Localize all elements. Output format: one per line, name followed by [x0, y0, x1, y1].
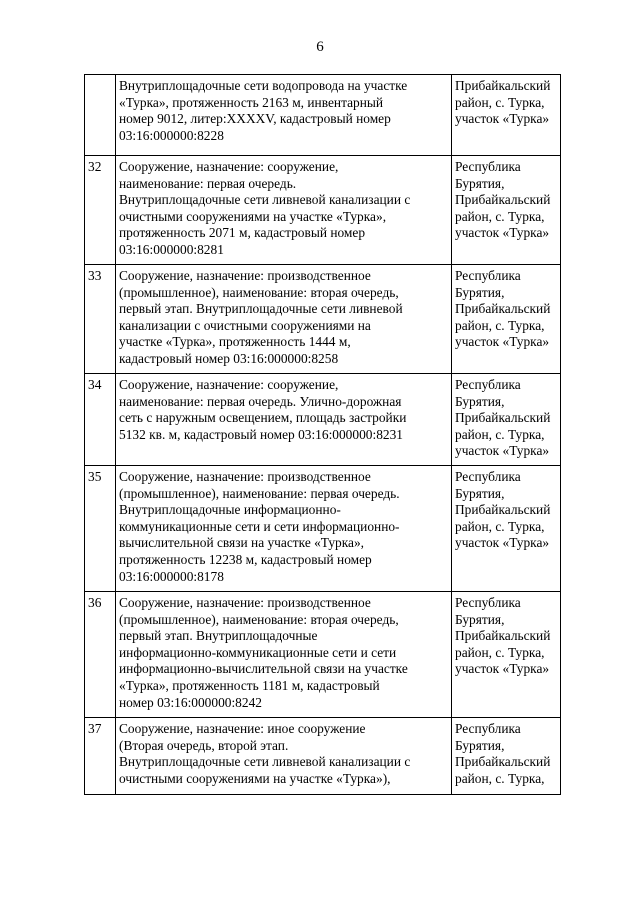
description-line: Сооружение, назначение: сооружение,	[119, 159, 339, 174]
location-line: район, с. Турка,	[455, 426, 545, 442]
location-line: Республика	[455, 268, 521, 283]
description-line: протяженность 12238 м, кадастровый номер	[119, 551, 372, 567]
description-line: Сооружение, назначение: производственное	[119, 268, 371, 283]
object-location	[452, 466, 561, 592]
description-line: Сооружение, назначение: иное сооружение	[119, 721, 366, 736]
description-line: Сооружение, назначение: сооружение,	[119, 377, 339, 392]
table-row	[85, 466, 561, 592]
description-line: 5132 кв. м, кадастровый номер 03:16:000000:8231	[119, 426, 403, 442]
row-number: 32	[85, 156, 116, 265]
table-row	[85, 592, 561, 718]
description-line: Внутриплощадочные сети ливневой канализации с	[119, 192, 411, 208]
location-line: район, с. Турка,	[455, 770, 545, 786]
location-line: участок «Турка»	[455, 443, 550, 459]
description-line: кадастровый номер 03:16:000000:8258	[119, 350, 339, 366]
description-line: первый этап. Внутриплощадочные сети ливневой	[119, 301, 403, 317]
object-location	[452, 156, 561, 265]
description-line: Внутриплощадочные сети водопровода на участке	[119, 78, 408, 93]
description-line: номер 03:16:000000:8242	[119, 694, 262, 710]
row-number: 35	[85, 466, 116, 592]
description-line: протяженность 2071 м, кадастровый номер	[119, 225, 366, 241]
location-line: Бурятия,	[455, 393, 505, 409]
description-line: «Турка», протяженность 2163 м, инвентарный	[119, 94, 384, 110]
description-line: очистными сооружениями на участке «Турка»,	[119, 208, 387, 224]
description-line: 03:16:000000:8281	[119, 241, 224, 257]
description-line: Внутриплощадочные информационно-	[119, 502, 341, 518]
description-line: очистными сооружениями на участке «Турка»),	[119, 770, 391, 786]
location-line: Прибайкальский	[455, 502, 551, 518]
description-line: (промышленное), наименование: первая очередь.	[119, 485, 400, 501]
location-line: район, с. Турка,	[455, 94, 545, 110]
location-line: участок «Турка»	[455, 334, 550, 350]
location-line: Бурятия,	[455, 611, 505, 627]
description-line: Сооружение, назначение: производственное	[119, 595, 371, 610]
object-location	[452, 75, 561, 156]
description-line: номер 9012, литер:XXXXV, кадастровый номер	[119, 111, 391, 127]
location-line: Бурятия,	[455, 175, 505, 191]
location-line: Прибайкальский	[455, 192, 551, 208]
description-line: канализации с очистными сооружениями на	[119, 317, 371, 333]
description-line: вычислительной связи на участке «Турка»,	[119, 535, 364, 551]
location-line: Прибайкальский	[455, 410, 551, 426]
location-line: район, с. Турка,	[455, 208, 545, 224]
object-location	[452, 718, 561, 795]
location-line: Республика	[455, 377, 521, 392]
location-line: район, с. Турка,	[455, 317, 545, 333]
row-number: 36	[85, 592, 116, 718]
location-line: Бурятия,	[455, 737, 505, 753]
object-description	[116, 466, 452, 592]
description-line: 03:16:000000:8228	[119, 127, 224, 143]
row-number: 33	[85, 265, 116, 374]
location-line: Прибайкальский	[455, 754, 551, 770]
location-line: участок «Турка»	[455, 535, 550, 551]
description-line: «Турка», протяженность 1181 м, кадастровый	[119, 677, 380, 693]
description-line: информационно-вычислительной связи на участке	[119, 661, 408, 677]
location-line: Республика	[455, 159, 521, 174]
location-line: Прибайкальский	[455, 301, 551, 317]
location-line: Республика	[455, 469, 521, 484]
description-line: коммуникационные сети и сети информационно-	[119, 518, 400, 534]
description-line: первый этап. Внутриплощадочные	[119, 628, 318, 644]
location-line: Бурятия,	[455, 485, 505, 501]
description-line: участке «Турка», протяженность 1444 м,	[119, 334, 351, 350]
location-line: участок «Турка»	[455, 225, 550, 241]
description-line: 03:16:000000:8178	[119, 568, 224, 584]
description-line: наименование: первая очередь.	[119, 175, 297, 191]
object-description	[116, 265, 452, 374]
object-description	[116, 718, 452, 795]
location-line: район, с. Турка,	[455, 518, 545, 534]
object-location	[452, 265, 561, 374]
description-line: информационно-коммуникационные сети и сети	[119, 644, 397, 660]
row-number: 34	[85, 374, 116, 466]
location-line: Прибайкальский	[455, 628, 551, 644]
object-description	[116, 75, 452, 156]
description-line: Внутриплощадочные сети ливневой канализации с	[119, 754, 411, 770]
table-row	[85, 718, 561, 795]
description-line: (промышленное), наименование: вторая очередь,	[119, 284, 399, 300]
location-line: участок «Турка»	[455, 111, 550, 127]
description-line: сеть с наружным освещением, площадь застройки	[119, 410, 407, 426]
property-registry-table	[84, 74, 561, 795]
table-row	[85, 75, 561, 156]
object-description	[116, 156, 452, 265]
page-number: 6	[316, 39, 324, 55]
location-line: район, с. Турка,	[455, 644, 545, 660]
description-line: Сооружение, назначение: производственное	[119, 469, 371, 484]
row-number: 37	[85, 718, 116, 795]
location-line: Республика	[455, 595, 521, 610]
location-line: участок «Турка»	[455, 661, 550, 677]
object-description	[116, 374, 452, 466]
object-location	[452, 592, 561, 718]
table-row	[85, 265, 561, 374]
description-line: (Вторая очередь, второй этап.	[119, 737, 289, 753]
object-location	[452, 374, 561, 466]
table-row	[85, 374, 561, 466]
table-row	[85, 156, 561, 265]
description-line: наименование: первая очередь. Улично-дорожная	[119, 393, 402, 409]
object-description	[116, 592, 452, 718]
location-line: Бурятия,	[455, 284, 505, 300]
description-line: (промышленное), наименование: вторая очередь,	[119, 611, 399, 627]
location-line: Республика	[455, 721, 521, 736]
location-line: Прибайкальский	[455, 78, 551, 93]
row-number	[85, 75, 116, 156]
